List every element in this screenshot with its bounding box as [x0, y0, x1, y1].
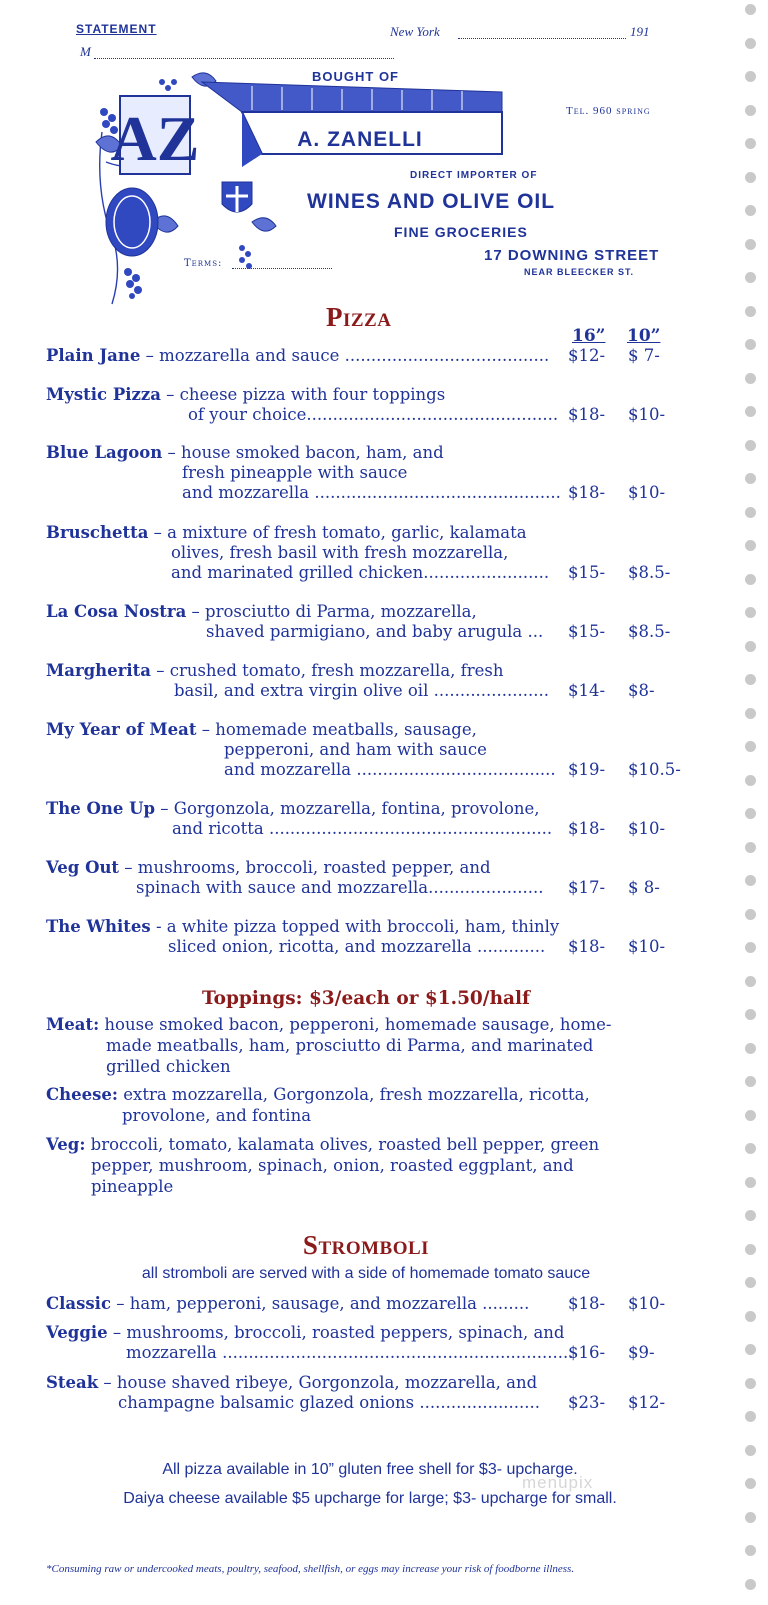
item-description: and mozzarella ...............................................: [182, 483, 561, 502]
topping-line: [46, 1155, 686, 1176]
binder-hole: [745, 1009, 756, 1020]
item-name: Veggie: [46, 1323, 108, 1342]
topping-text: pineapple: [91, 1177, 174, 1196]
binder-hole: [745, 373, 756, 384]
pizza-item-line: [46, 858, 686, 878]
item-description: shaved parmigiano, and baby arugula ...: [206, 622, 544, 641]
topping-line: [46, 1084, 686, 1105]
binder-hole: [745, 507, 756, 518]
price-small: $12-: [628, 1393, 666, 1412]
binder-hole: [745, 406, 756, 417]
binder-hole: [745, 473, 756, 484]
terms-label: Terms:: [184, 258, 223, 269]
item-name: Mystic Pizza: [46, 385, 161, 404]
binder-hole: [745, 674, 756, 685]
binder-hole: [745, 574, 756, 585]
pizza-item: [46, 523, 686, 583]
topping-text: grilled chicken: [106, 1057, 231, 1076]
binder-hole: [745, 1579, 756, 1590]
price-large: $18-: [568, 937, 606, 956]
item-description: – homemade meatballs, sausage,: [196, 720, 477, 739]
item-description: – mozzarella and sauce .......................................: [140, 346, 550, 365]
binder-hole: [745, 440, 756, 451]
item-name: Veg Out: [46, 858, 120, 877]
item-name: Classic: [46, 1294, 111, 1313]
pizza-item-line: [46, 661, 686, 681]
city-label: New York: [390, 24, 440, 39]
watermark: menupix: [522, 1473, 594, 1492]
topping-label: Meat:: [46, 1015, 100, 1034]
pizza-item-line: [46, 760, 686, 780]
binder-hole: [745, 1177, 756, 1188]
pizza-item: [46, 720, 686, 780]
pizza-item: [46, 443, 686, 503]
item-description: sliced onion, ricotta, and mozzarella .............: [168, 937, 546, 956]
topping-line: [46, 1014, 686, 1035]
topping-text: made meatballs, ham, prosciutto di Parma, and marinated: [106, 1036, 594, 1055]
pizza-item-line: [46, 799, 686, 819]
binder-hole: [745, 239, 756, 250]
topping-line: [46, 1105, 686, 1126]
price-small: $9-: [628, 1343, 655, 1362]
topping-text: broccoli, tomato, kalamata olives, roasted bell pepper, green: [85, 1135, 600, 1154]
stromboli-item-line: [46, 1373, 686, 1393]
pizza-item-line: [46, 819, 686, 839]
binder-hole: [745, 1411, 756, 1422]
item-description: fresh pineapple with sauce: [182, 463, 408, 482]
topping-text: extra mozzarella, Gorgonzola, fresh mozzarella, ricotta,: [118, 1085, 590, 1104]
price-large: $18-: [568, 1294, 606, 1313]
item-description: – house smoked bacon, ham, and: [162, 443, 444, 462]
stromboli-item: [46, 1323, 686, 1363]
pizza-item: [46, 799, 686, 839]
stromboli-item: [46, 1294, 686, 1314]
item-name: The One Up: [46, 799, 156, 818]
telephone-label: Tel. 960 spring: [566, 105, 651, 117]
price-small: $10-: [628, 819, 666, 838]
stromboli-item-line: [46, 1294, 686, 1314]
binder-hole: [745, 1110, 756, 1121]
m-line: [94, 58, 394, 59]
binder-hole: [745, 1043, 756, 1054]
binder-hole: [745, 38, 756, 49]
column-10-header: 10”: [627, 326, 661, 346]
item-description: - a white pizza topped with broccoli, ham, thinly: [150, 917, 560, 936]
item-description: – mushrooms, broccoli, roasted pepper, and: [119, 858, 491, 877]
binder-hole: [745, 1445, 756, 1456]
item-description: pepperoni, and ham with sauce: [224, 740, 487, 759]
item-description: olives, fresh basil with fresh mozzarella,: [171, 543, 509, 562]
pizza-item-line: [46, 740, 686, 760]
terms-line: [232, 268, 332, 269]
binder-hole: [745, 1512, 756, 1523]
price-small: $10-: [628, 1294, 666, 1313]
binder-hole: [745, 71, 756, 82]
pizza-item-line: [46, 543, 686, 563]
binder-hole: [745, 1378, 756, 1389]
price-large: $15-: [568, 622, 606, 641]
price-small: $10-: [628, 483, 666, 502]
pizza-item-line: [46, 385, 686, 405]
price-large: $15-: [568, 563, 606, 582]
price-small: $8-: [628, 681, 655, 700]
stromboli-item-line: [46, 1343, 686, 1363]
item-description: basil, and extra virgin olive oil ......................: [174, 681, 549, 700]
topping-line: [46, 1134, 686, 1155]
binder-hole: [745, 1545, 756, 1556]
pizza-item: [46, 602, 686, 642]
binder-hole: [745, 909, 756, 920]
binder-hole: [745, 1244, 756, 1255]
importer-label: DIRECT IMPORTER OF: [410, 170, 538, 181]
topping-line: [46, 1176, 686, 1197]
topping-group: [46, 1084, 686, 1126]
topping-text: pepper, mushroom, spinach, onion, roasted eggplant, and: [91, 1156, 574, 1175]
pizza-heading: Pizza: [326, 302, 392, 332]
price-small: $10.5-: [628, 760, 681, 779]
item-description: and mozzarella ......................................: [224, 760, 556, 779]
price-large: $14-: [568, 681, 606, 700]
item-description: of your choice................................................: [188, 405, 559, 424]
binder-hole: [745, 105, 756, 116]
price-small: $ 8-: [628, 878, 660, 897]
binder-hole: [745, 4, 756, 15]
pizza-item: [46, 661, 686, 701]
year-label: 191: [630, 24, 650, 39]
groceries-label: FINE GROCERIES: [394, 224, 528, 240]
item-description: – mushrooms, broccoli, roasted peppers, spinach, and: [107, 1323, 565, 1342]
topping-text: provolone, and fontina: [122, 1106, 312, 1125]
topping-text: house smoked bacon, pepperoni, homemade sausage, home-: [99, 1015, 612, 1034]
item-name: La Cosa Nostra: [46, 602, 187, 621]
binder-hole: [745, 205, 756, 216]
binder-hole: [745, 339, 756, 350]
price-large: $17-: [568, 878, 606, 897]
binder-hole: [745, 138, 756, 149]
price-small: $ 7-: [628, 346, 660, 365]
daiya-note: Daiya cheese available $5 upcharge for large; $3- upcharge for small.: [123, 1490, 617, 1507]
pizza-item-line: [46, 463, 686, 483]
price-small: $8.5-: [628, 622, 671, 641]
item-description: champagne balsamic glazed onions .......................: [118, 1393, 541, 1412]
item-description: – cheese pizza with four toppings: [160, 385, 446, 404]
binder-hole: [745, 306, 756, 317]
pizza-item-line: [46, 878, 686, 898]
binder-hole: [745, 1344, 756, 1355]
pizza-item: [46, 858, 686, 898]
item-description: spinach with sauce and mozzarella......................: [136, 878, 544, 897]
stromboli-item: [46, 1373, 686, 1413]
binder-hole: [745, 1143, 756, 1154]
topping-group: [46, 1134, 686, 1197]
pizza-item-line: [46, 443, 686, 463]
pizza-item-line: [46, 917, 686, 937]
binder-hole: [745, 607, 756, 618]
bought-of-label: BOUGHT OF: [312, 69, 399, 84]
date-line: [458, 38, 626, 39]
column-16-header: 16”: [572, 326, 606, 346]
wines-label: WINES AND OLIVE OIL: [307, 190, 556, 213]
item-description: – prosciutto di Parma, mozzarella,: [186, 602, 477, 621]
statement-label: STATEMENT: [76, 22, 157, 36]
item-name: Bruschetta: [46, 523, 149, 542]
binder-hole: [745, 976, 756, 987]
binder-holes: [728, 0, 768, 1605]
item-name: My Year of Meat: [46, 720, 197, 739]
m-label: M: [80, 44, 91, 59]
binder-hole: [745, 842, 756, 853]
binder-hole: [745, 775, 756, 786]
pizza-item-line: [46, 563, 686, 583]
price-large: $23-: [568, 1393, 606, 1412]
binder-hole: [745, 808, 756, 819]
price-large: $12-: [568, 346, 606, 365]
item-description: mozzarella ...................................................................: [126, 1343, 574, 1362]
pizza-item-line: [46, 405, 686, 425]
item-description: – house shaved ribeye, Gorgonzola, mozzarella, and: [98, 1373, 538, 1392]
pizza-item-line: [46, 681, 686, 701]
price-large: $18-: [568, 483, 606, 502]
stromboli-subtitle: all stromboli are served with a side of homemade tomato sauce: [141, 1265, 591, 1282]
item-description: – a mixture of fresh tomato, garlic, kalamata: [148, 523, 527, 542]
price-large: $18-: [568, 405, 606, 424]
pizza-item: [46, 346, 686, 366]
topping-group: [46, 1014, 686, 1077]
item-name: The Whites: [46, 917, 151, 936]
monogram-text: AZ: [110, 103, 200, 174]
binder-hole: [745, 272, 756, 283]
pizza-item-line: [46, 937, 686, 957]
price-small: $10-: [628, 405, 666, 424]
topping-line: [46, 1056, 686, 1077]
binder-hole: [745, 641, 756, 652]
topping-label: Veg:: [46, 1135, 86, 1154]
binder-hole: [745, 741, 756, 752]
gluten-free-note: All pizza available in 10” gluten free shell for $3- upcharge.: [162, 1461, 578, 1478]
binder-hole: [745, 1478, 756, 1489]
street-label: 17 DOWNING STREET: [484, 247, 660, 264]
binder-hole: [745, 1277, 756, 1288]
item-description: and ricotta ......................................................: [172, 819, 553, 838]
binder-hole: [745, 942, 756, 953]
binder-hole: [745, 1210, 756, 1221]
pizza-item-line: [46, 602, 686, 622]
topping-label: Cheese:: [46, 1085, 119, 1104]
toppings-heading: Toppings: $3/each or $1.50/half: [201, 988, 530, 1009]
foodborne-disclaimer: *Consuming raw or undercooked meats, poultry, seafood, shellfish, or eggs may increase your risk of foodborne illness.: [46, 1563, 575, 1575]
pizza-item: [46, 385, 686, 425]
binder-hole: [745, 1076, 756, 1087]
topping-line: [46, 1035, 686, 1056]
stromboli-item-line: [46, 1393, 686, 1413]
price-large: $19-: [568, 760, 606, 779]
stromboli-item-line: [46, 1323, 686, 1343]
pizza-item: [46, 917, 686, 957]
item-description: – Gorgonzola, mozzarella, fontina, provolone,: [155, 799, 540, 818]
binder-hole: [745, 875, 756, 886]
item-name: Margherita: [46, 661, 151, 680]
price-small: $10-: [628, 937, 666, 956]
binder-hole: [745, 1311, 756, 1322]
item-description: – crushed tomato, fresh mozzarella, fresh: [150, 661, 504, 680]
item-name: Plain Jane: [46, 346, 141, 365]
binder-hole: [745, 540, 756, 551]
company-name: A. ZANELLI: [297, 128, 423, 151]
item-name: Blue Lagoon: [46, 443, 163, 462]
price-large: $18-: [568, 819, 606, 838]
item-name: Steak: [46, 1373, 99, 1392]
binder-hole: [745, 708, 756, 719]
item-description: and marinated grilled chicken........................: [171, 563, 550, 582]
price-large: $16-: [568, 1343, 606, 1362]
price-small: $8.5-: [628, 563, 671, 582]
pizza-item-line: [46, 622, 686, 642]
item-description: – ham, pepperoni, sausage, and mozzarella .........: [111, 1294, 530, 1313]
pizza-item-line: [46, 346, 686, 366]
pizza-item-line: [46, 523, 686, 543]
stromboli-heading: Stromboli: [302, 1230, 430, 1260]
pizza-item-line: [46, 720, 686, 740]
near-label: NEAR BLEECKER ST.: [524, 267, 635, 277]
pizza-item-line: [46, 483, 686, 503]
binder-hole: [745, 172, 756, 183]
